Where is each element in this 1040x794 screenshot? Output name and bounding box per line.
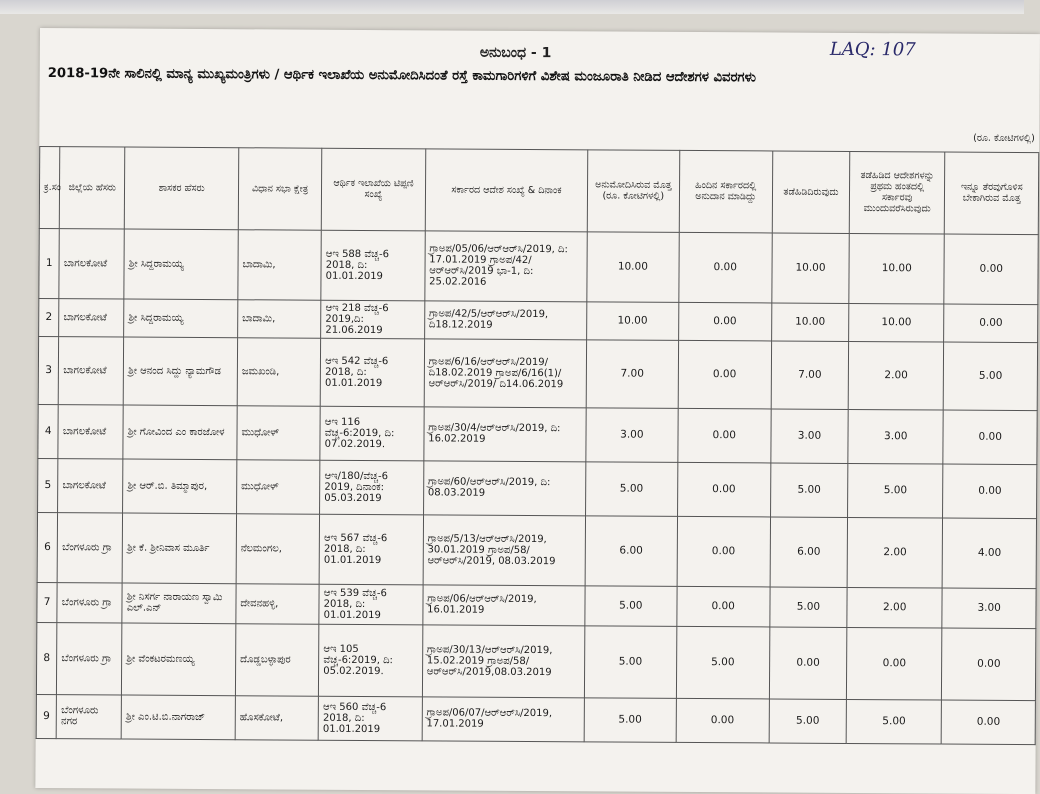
table-row <box>38 336 1037 410</box>
withheld-amount: 6.00 <box>770 516 848 586</box>
withheld-amount: 10.00 <box>772 232 850 302</box>
continued-amount: 10.00 <box>849 303 945 342</box>
go-number: ಗ್ರಾಅಪ/5/13/ಆರ್‌ಆರ್‌ಸಿ/2019, 30.01.2019 ಗ್ರಾಅಪ/58/ಆರ್‌ಆರ್‌ಸಿ/2019, 08.03.2019 <box>423 514 586 585</box>
continued-amount: 2.00 <box>847 517 943 588</box>
go-number: ಗ್ರಾಅಪ/30/13/ಆರ್‌ಆರ್‌ಸಿ/2019, 15.02.2019 ಗ್ರಾಅಪ/58/ಆರ್‌ಆರ್‌ಸಿ/2019,08.03.2019 <box>422 624 585 697</box>
screen-edge <box>0 0 1024 14</box>
continued-amount: 10.00 <box>849 233 945 304</box>
withheld-amount: 5.00 <box>770 462 847 516</box>
approved-amount: 7.00 <box>586 339 678 408</box>
continued-amount: 3.00 <box>848 409 944 464</box>
district-name: ಬೆಂಗಳೂರು ಗ್ರಾ <box>57 582 122 622</box>
mla-name: ಶ್ರೀ ಸಿದ್ದರಾಮಯ್ಯ <box>124 299 238 338</box>
table-row <box>36 694 1035 744</box>
go-number: ಗ್ರಾಅಪ/05/06/ಆರ್‌ಆರ್‌ಸಿ/2019, ದಿ: 17.01.2019 ಗ್ರಾಅಪ/42/ಆರ್‌ಆರ್‌ಸಿ/2019 ಭಾ-1, ದಿ: 25.02.2016 <box>425 230 588 301</box>
constituency: ಬಾದಾಮಿ, <box>238 299 321 338</box>
previous-govt-amount: 0.00 <box>678 302 772 341</box>
table-row <box>39 298 1038 342</box>
col-header: ಸರ್ಕಾರದ ಆದೇಶ ಸಂಖ್ಯೆ & ದಿನಾಂಕ <box>425 148 588 231</box>
continued-amount: 5.00 <box>848 463 944 518</box>
balance-amount: 0.00 <box>944 304 1038 343</box>
constituency: ನೆಲಮಂಗಲ, <box>236 513 320 584</box>
row-number: 2 <box>39 298 60 336</box>
mla-name: ಶ್ರೀ ಗೋವಿಂದ ಎಂ ಕಾರಜೋಳ <box>123 405 237 460</box>
table-row <box>37 582 1036 628</box>
constituency: ಜಮಖಂಡಿ, <box>237 337 321 406</box>
withheld-amount: 10.00 <box>771 302 848 340</box>
fd-note: ಆಇ 542 ವೆಚ್ಚ-6 2018, ದಿ: 01.01.2019 <box>320 338 424 407</box>
district-name: ಬೆಂಗಳೂರು ಗ್ರಾ <box>57 622 122 694</box>
col-header: ಆರ್ಥಿಕ ಇಲಾಖೆಯ ಟಿಪ್ಪಣಿ ಸಂಖ್ಯೆ <box>321 148 425 231</box>
col-header: ಇನ್ನೂ ತೆರವುಗೊಳಿಸ ಬೇಕಾಗಿರುವ ಮೊತ್ತ <box>945 152 1039 235</box>
row-number: 8 <box>36 622 57 694</box>
fd-note: ಆಇ 105 ವೆಚ್ಚ-6:2019, ದಿ: 05.02.2019. <box>319 624 423 697</box>
col-header: ತಡೆಹಿಡಿದ ಆದೇಶಗಳನ್ನು ಪ್ರಥಮ ಹಂತದಲ್ಲಿ ಸರ್ಕಾರವು ಮುಂದುವರೆಸಿರುವುದು <box>849 151 945 234</box>
balance-amount: 0.00 <box>943 410 1037 465</box>
table-row <box>37 512 1036 588</box>
annex-label: ಅನುಬಂಧ - 1 <box>479 44 552 62</box>
table-row <box>39 228 1038 304</box>
fd-note: ಆಇ 218 ವೆಚ್ಚ-6 2019,ದಿ: 21.06.2019 <box>321 300 425 339</box>
unit-label: (ರೂ. ಕೋಟಿಗಳಲ್ಲಿ) <box>40 120 1039 152</box>
mla-name: ಶ್ರೀ ಸಿದ್ದರಾಮಯ್ಯ <box>124 229 238 300</box>
approved-amount: 5.00 <box>585 625 677 698</box>
col-header: ಶಾಸಕರ ಹೆಸರು <box>125 147 239 230</box>
document-title: 2018-19ನೇ ಸಾಲಿನಲ್ಲಿ ಮಾನ್ಯ ಮುಖ್ಯಮಂತ್ರಿಗಳು / ಆರ್ಥಿಕ ಇಲಾಖೆಯ ಅನುಮೋದಿಸಿದಂತೆ ರಸ್ತೆ ಕಾಮಗಾರಿಗಳಿಗೆ ವಿಶೇಷ ಮಂಜೂರಾತಿ ನೀಡಿದ ಆದೇಶಗಳ ವಿವರಗಳು <box>47 66 756 86</box>
row-number: 9 <box>36 694 57 738</box>
go-number: ಗ್ರಾಅಪ/6/16/ಆರ್‌ಆರ್‌ಸಿ/2019/ ದಿ18.02.2019 ಗ್ರಾಅಪ/6/16(1)/ಆರ್‌ಆರ್‌ಸಿ/2019/ ದಿ14.06.2019 <box>424 338 587 407</box>
balance-amount: 0.00 <box>943 464 1037 519</box>
fd-note: ಆಇ 588 ವೆಚ್ಚ-6 2018, ದಿ: 01.01.2019 <box>321 230 425 301</box>
row-number: 6 <box>37 512 58 582</box>
district-name: ಬಾಗಲಕೋಟೆ <box>59 298 124 336</box>
approved-amount: 5.00 <box>586 461 678 516</box>
withheld-amount: 5.00 <box>770 586 847 626</box>
col-header: ಅನುಮೋದಿಸಿರುವ ಮೊತ್ತ (ರೂ. ಕೋಟಿಗಳಲ್ಲಿ) <box>587 149 679 232</box>
header-row <box>39 146 1038 234</box>
go-number: ಗ್ರಾಅಪ/06/07/ಆರ್‌ಆರ್‌ಸಿ/2019, 17.01.2019 <box>422 696 585 741</box>
district-name: ಬೆಂಗಳೂರು ನಗರ <box>56 694 121 738</box>
table-row <box>36 622 1035 700</box>
constituency: ಮುಧೋಳ್ <box>236 459 320 514</box>
fd-note: ಆಇ 560 ವೆಚ್ಚ-6 2018, ದಿ: 01.01.2019 <box>318 696 422 741</box>
district-name: ಬಾಗಲಕೋಟೆ <box>58 458 123 512</box>
withheld-amount: 3.00 <box>771 408 848 462</box>
previous-govt-amount: 0.00 <box>676 698 770 743</box>
previous-govt-amount: 0.00 <box>677 408 771 463</box>
row-number: 7 <box>37 582 58 622</box>
col-header: ಜಿಲ್ಲೆಯ ಹೆಸರು <box>60 146 125 228</box>
previous-govt-amount: 0.00 <box>676 586 770 627</box>
previous-govt-amount: 0.00 <box>677 516 771 587</box>
fd-note: ಆಇ 567 ವೆಚ್ಚ-6 2018, ದಿ: 01.01.2019 <box>319 514 423 585</box>
col-header: ಕ್ರ.ಸಂ <box>39 146 60 228</box>
constituency: ಹೊಸಕೋಟೆ, <box>235 695 319 740</box>
row-number: 4 <box>38 404 59 458</box>
balance-amount: 5.00 <box>944 342 1038 411</box>
continued-amount: 0.00 <box>846 627 942 700</box>
withheld-amount: 7.00 <box>771 340 849 408</box>
go-number: ಗ್ರಾಅಪ/42/5/ಆರ್‌ಆರ್‌ಸಿ/2019, ದಿ18.12.2019 <box>424 300 587 339</box>
previous-govt-amount: 0.00 <box>678 340 772 409</box>
balance-amount: 0.00 <box>942 628 1036 701</box>
go-number: ಗ್ರಾಅಪ/30/4/ಆರ್‌ಆರ್‌ಸಿ/2019, ದಿ: 16.02.2019 <box>424 406 587 461</box>
mla-name: ಶ್ರೀ ವೆಂಕಟರಮಣಯ್ಯ <box>122 623 236 696</box>
row-number: 3 <box>38 336 59 404</box>
approved-amount: 5.00 <box>584 697 676 742</box>
handwritten-ref: LAQ: 107 <box>829 38 916 61</box>
district-name: ಬಾಗಲಕೋಟೆ <box>58 404 123 458</box>
balance-amount: 0.00 <box>944 234 1038 305</box>
constituency: ದೇವನಹಳ್ಳಿ, <box>236 583 319 624</box>
mla-name: ಶ್ರೀ ಆರ್.ಬಿ. ತಿಮ್ಮಾಪುರ, <box>123 459 237 514</box>
mla-name: ಶ್ರೀ ಕೆ. ಶ್ರೀನಿವಾಸ ಮೂರ್ತಿ <box>122 513 236 584</box>
row-number: 5 <box>38 458 59 512</box>
withheld-amount: 0.00 <box>769 626 847 698</box>
document-page <box>35 28 1040 794</box>
go-number: ಗ್ರಾಅಪ/60/ಆರ್‌ಆರ್‌ಸಿ/2019, ದಿ: 08.03.2019 <box>423 460 586 515</box>
constituency: ದೊಡ್ಡಬಳ್ಳಾಪುರ <box>235 623 319 696</box>
continued-amount: 2.00 <box>847 587 943 628</box>
approved-amount: 5.00 <box>585 585 677 626</box>
constituency: ಮುಧೋಳ್ <box>237 405 321 460</box>
mla-name: ಶ್ರೀ ಆನಂದ ಸಿದ್ದು ನ್ಯಾಮಗೌಡ <box>123 337 237 406</box>
fd-note: ಆಇ/180/ವೆಚ್ಚ-6 2019, ದಿನಾಂಕ: 05.03.2019 <box>320 460 424 515</box>
district-name: ಬಾಗಲಕೋಟೆ <box>58 336 123 404</box>
col-header: ಹಿಂದಿನ ಸರ್ಕಾರದಲ್ಲಿ ಅನುದಾನ ಮಾಡಿದ್ದು <box>679 150 773 233</box>
withheld-amount: 5.00 <box>769 698 846 742</box>
mla-name: ಶ್ರೀ ನಿಸರ್ಗ ನಾರಾಯಣ ಸ್ವಾಮಿ ಎಲ್.ಎನ್ <box>122 583 236 624</box>
approved-amount: 6.00 <box>585 515 677 586</box>
previous-govt-amount: 0.00 <box>678 232 772 303</box>
go-number: ಗ್ರಾಅಪ/06/ಆರ್‌ಆರ್‌ಸಿ/2019, 16.01.2019 <box>423 584 586 625</box>
constituency: ಬಾದಾಮಿ, <box>238 229 322 300</box>
approved-amount: 10.00 <box>587 231 679 302</box>
continued-amount: 5.00 <box>846 699 942 744</box>
previous-govt-amount: 0.00 <box>677 462 771 517</box>
balance-amount: 0.00 <box>942 700 1036 745</box>
approved-amount: 3.00 <box>586 407 678 462</box>
balance-amount: 3.00 <box>942 588 1036 629</box>
continued-amount: 2.00 <box>848 341 944 410</box>
district-name: ಬೆಂಗಳೂರು ಗ್ರಾ <box>57 512 122 582</box>
col-header: ವಿಧಾನ ಸಭಾ ಕ್ಷೇತ್ರ <box>238 147 322 230</box>
balance-amount: 4.00 <box>943 518 1037 589</box>
table-row <box>38 458 1037 518</box>
mla-name: ಶ್ರೀ ಎಂ.ಟಿ.ಬಿ.ನಾಗರಾಜ್ <box>121 695 235 740</box>
previous-govt-amount: 5.00 <box>676 626 770 699</box>
data-table <box>36 120 1040 745</box>
approved-amount: 10.00 <box>587 301 679 340</box>
row-number: 1 <box>39 228 60 298</box>
district-name: ಬಾಗಲಕೋಟೆ <box>59 228 124 298</box>
col-header: ತಡೆಹಿಡಿದಿರುವುದು <box>772 150 850 232</box>
fd-note: ಆಇ 116 ವೆಚ್ಚ-6:2019, ದಿ: 07.02.2019. <box>320 406 424 461</box>
table-row <box>38 404 1037 464</box>
fd-note: ಆಇ 539 ವೆಚ್ಚ-6 2018, ದಿ: 01.01.2019 <box>319 584 423 625</box>
